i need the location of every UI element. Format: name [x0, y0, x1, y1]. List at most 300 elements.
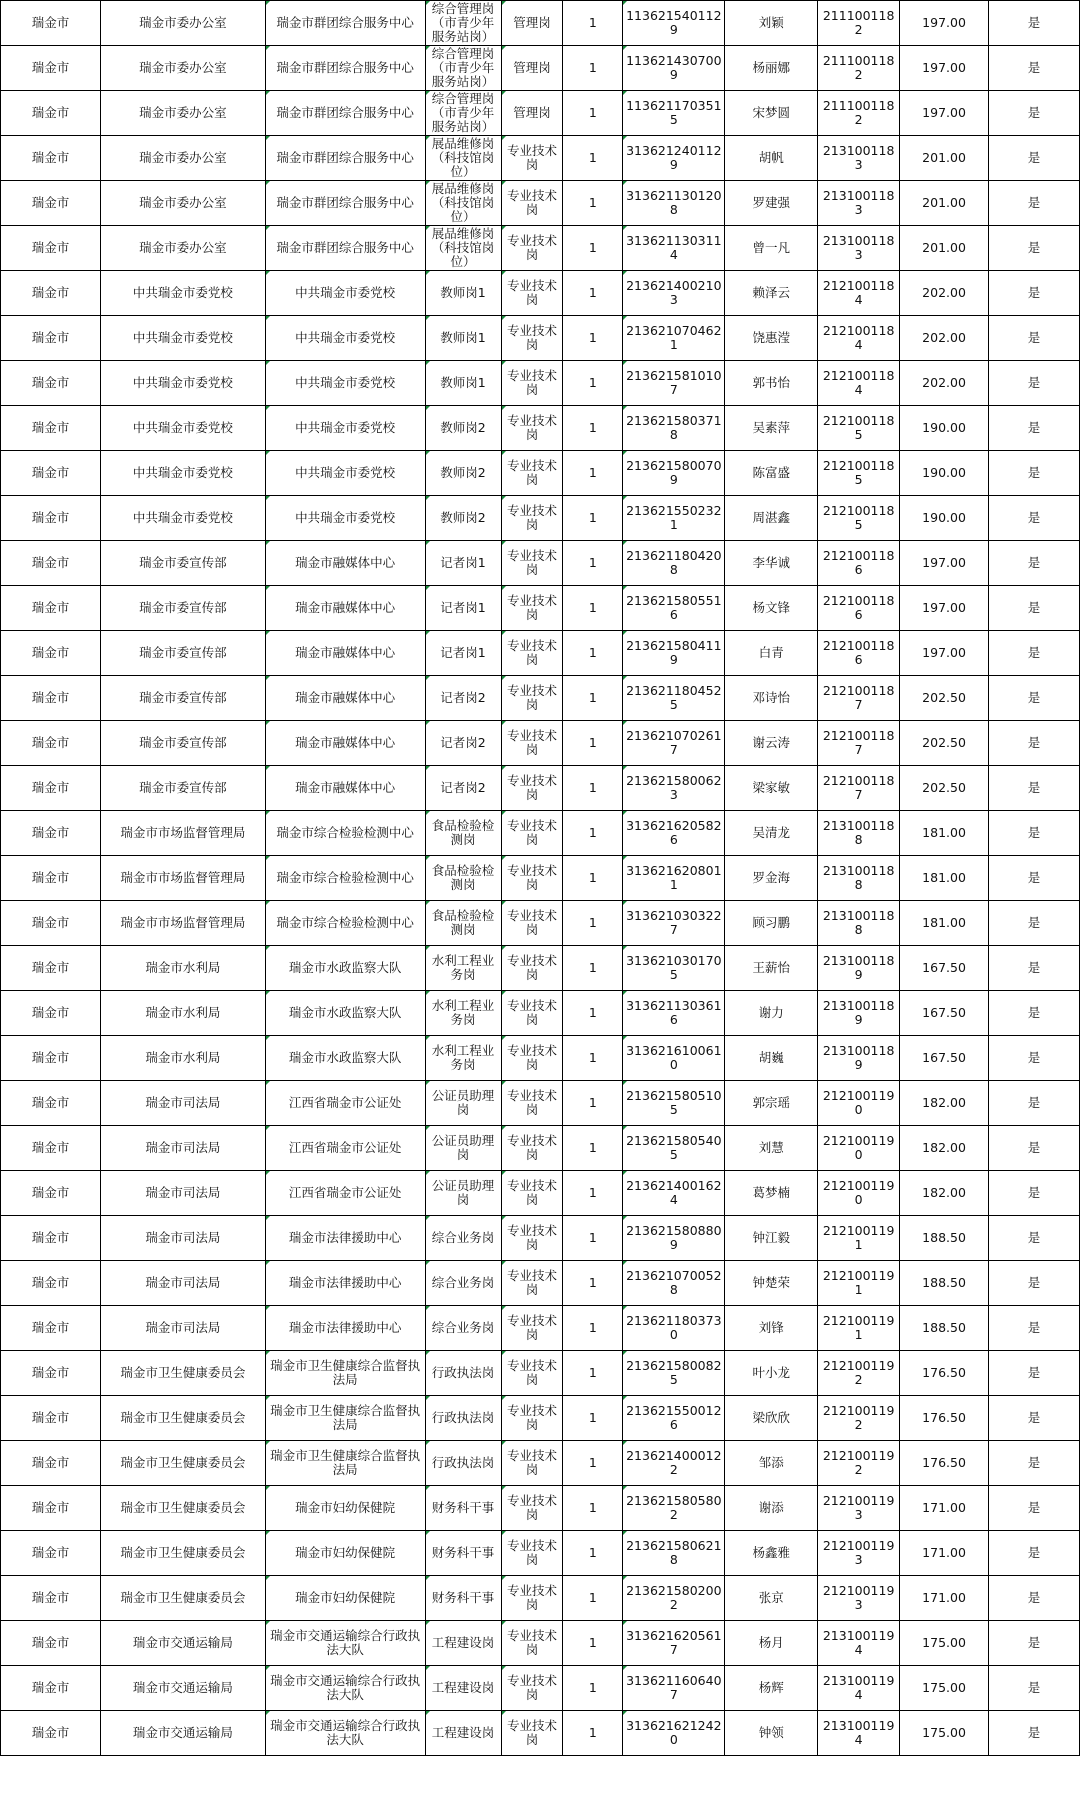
department-cell: 瑞金市委办公室 — [100, 1, 265, 46]
name-cell: 钟江毅 — [725, 1216, 818, 1261]
region-cell: 瑞金市 — [1, 1396, 101, 1441]
name-cell: 梁家敏 — [725, 766, 818, 811]
post-type-cell: 专业技术岗 — [501, 901, 563, 946]
exam-id-cell: 2136215800825 — [623, 1351, 725, 1396]
exam-id-cell: 2136214002103 — [623, 271, 725, 316]
table-row — [1, 1, 1080, 46]
unit-cell: 瑞金市卫生健康综合监督执法局 — [265, 1396, 425, 1441]
quota-cell: 1 — [563, 946, 623, 991]
department-cell: 中共瑞金市委党校 — [100, 451, 265, 496]
qualified-cell: 是 — [989, 46, 1080, 91]
region-cell: 瑞金市 — [1, 1306, 101, 1351]
table-row — [1, 901, 1080, 946]
position-cell: 综合业务岗 — [425, 1306, 501, 1351]
qualified-cell: 是 — [989, 1666, 1080, 1711]
table-row — [1, 676, 1080, 721]
name-cell: 白青 — [725, 631, 818, 676]
score-cell: 201.00 — [900, 226, 989, 271]
unit-cell: 瑞金市妇幼保健院 — [265, 1531, 425, 1576]
table-row — [1, 46, 1080, 91]
region-cell: 瑞金市 — [1, 451, 101, 496]
exam-id-cell: 1136211703515 — [623, 91, 725, 136]
unit-cell: 瑞金市融媒体中心 — [265, 676, 425, 721]
name-cell: 杨辉 — [725, 1666, 818, 1711]
position-code-cell: 2131001188 — [818, 856, 900, 901]
position-cell: 综合管理岗（市青少年服务站岗） — [425, 46, 501, 91]
qualified-cell: 是 — [989, 181, 1080, 226]
position-code-cell: 2121001187 — [818, 721, 900, 766]
position-code-cell: 2121001187 — [818, 676, 900, 721]
position-cell: 综合管理岗（市青少年服务站岗） — [425, 91, 501, 136]
unit-cell: 瑞金市群团综合服务中心 — [265, 226, 425, 271]
unit-cell: 江西省瑞金市公证处 — [265, 1171, 425, 1216]
qualified-cell: 是 — [989, 316, 1080, 361]
position-code-cell: 2121001191 — [818, 1306, 900, 1351]
region-cell: 瑞金市 — [1, 1171, 101, 1216]
exam-id-cell: 2136210702617 — [623, 721, 725, 766]
exam-id-cell: 2136215802002 — [623, 1576, 725, 1621]
position-code-cell: 2121001191 — [818, 1261, 900, 1306]
position-code-cell: 2131001194 — [818, 1666, 900, 1711]
department-cell: 瑞金市委办公室 — [100, 136, 265, 181]
region-cell: 瑞金市 — [1, 631, 101, 676]
unit-cell: 瑞金市融媒体中心 — [265, 586, 425, 631]
qualified-cell: 是 — [989, 136, 1080, 181]
region-cell: 瑞金市 — [1, 1576, 101, 1621]
qualified-cell: 是 — [989, 1711, 1080, 1756]
position-cell: 工程建设岗 — [425, 1711, 501, 1756]
score-cell: 202.50 — [900, 766, 989, 811]
score-cell: 202.00 — [900, 361, 989, 406]
position-code-cell: 2121001184 — [818, 316, 900, 361]
position-cell: 教师岗1 — [425, 271, 501, 316]
position-cell: 记者岗2 — [425, 721, 501, 766]
name-cell: 胡帆 — [725, 136, 818, 181]
unit-cell: 瑞金市卫生健康综合监督执法局 — [265, 1351, 425, 1396]
position-code-cell: 2121001192 — [818, 1396, 900, 1441]
post-type-cell: 专业技术岗 — [501, 991, 563, 1036]
name-cell: 吴清龙 — [725, 811, 818, 856]
position-code-cell: 2121001185 — [818, 496, 900, 541]
quota-cell: 1 — [563, 766, 623, 811]
department-cell: 瑞金市司法局 — [100, 1171, 265, 1216]
qualified-cell: 是 — [989, 406, 1080, 451]
quota-cell: 1 — [563, 1126, 623, 1171]
region-cell: 瑞金市 — [1, 46, 101, 91]
position-cell: 综合管理岗（市青少年服务站岗） — [425, 1, 501, 46]
exam-id-cell: 1136214307009 — [623, 46, 725, 91]
qualified-cell: 是 — [989, 721, 1080, 766]
exam-id-cell: 3136216205617 — [623, 1621, 725, 1666]
exam-id-cell: 2136215800623 — [623, 766, 725, 811]
table-row — [1, 586, 1080, 631]
exam-id-cell: 2136215805516 — [623, 586, 725, 631]
name-cell: 郭书怡 — [725, 361, 818, 406]
region-cell: 瑞金市 — [1, 91, 101, 136]
score-cell: 182.00 — [900, 1126, 989, 1171]
name-cell: 杨鑫雅 — [725, 1531, 818, 1576]
table-row — [1, 406, 1080, 451]
position-code-cell: 2131001183 — [818, 181, 900, 226]
post-type-cell: 专业技术岗 — [501, 316, 563, 361]
name-cell: 刘慧 — [725, 1126, 818, 1171]
position-code-cell: 2131001183 — [818, 226, 900, 271]
score-cell: 176.50 — [900, 1351, 989, 1396]
position-cell: 水利工程业务岗 — [425, 991, 501, 1036]
region-cell: 瑞金市 — [1, 586, 101, 631]
name-cell: 曾一凡 — [725, 226, 818, 271]
qualified-cell: 是 — [989, 1396, 1080, 1441]
region-cell: 瑞金市 — [1, 496, 101, 541]
position-code-cell: 2121001184 — [818, 361, 900, 406]
unit-cell: 瑞金市妇幼保健院 — [265, 1486, 425, 1531]
position-code-cell: 2121001193 — [818, 1576, 900, 1621]
region-cell: 瑞金市 — [1, 1126, 101, 1171]
position-cell: 行政执法岗 — [425, 1396, 501, 1441]
department-cell: 瑞金市卫生健康委员会 — [100, 1576, 265, 1621]
qualified-cell: 是 — [989, 1, 1080, 46]
department-cell: 瑞金市委宣传部 — [100, 631, 265, 676]
post-type-cell: 管理岗 — [501, 1, 563, 46]
position-cell: 展品维修岗（科技馆岗位） — [425, 136, 501, 181]
post-type-cell: 专业技术岗 — [501, 361, 563, 406]
name-cell: 饶惠滢 — [725, 316, 818, 361]
score-cell: 202.50 — [900, 676, 989, 721]
name-cell: 谢云涛 — [725, 721, 818, 766]
qualified-cell: 是 — [989, 1576, 1080, 1621]
name-cell: 罗金海 — [725, 856, 818, 901]
post-type-cell: 专业技术岗 — [501, 1666, 563, 1711]
qualified-cell: 是 — [989, 1621, 1080, 1666]
department-cell: 瑞金市委办公室 — [100, 226, 265, 271]
quota-cell: 1 — [563, 631, 623, 676]
department-cell: 瑞金市市场监督管理局 — [100, 811, 265, 856]
post-type-cell: 专业技术岗 — [501, 271, 563, 316]
post-type-cell: 专业技术岗 — [501, 676, 563, 721]
position-code-cell: 2131001183 — [818, 136, 900, 181]
region-cell: 瑞金市 — [1, 316, 101, 361]
qualified-cell: 是 — [989, 226, 1080, 271]
post-type-cell: 专业技术岗 — [501, 1351, 563, 1396]
score-cell: 175.00 — [900, 1666, 989, 1711]
position-code-cell: 2121001190 — [818, 1081, 900, 1126]
quota-cell: 1 — [563, 1531, 623, 1576]
score-cell: 175.00 — [900, 1711, 989, 1756]
table-row — [1, 1621, 1080, 1666]
post-type-cell: 专业技术岗 — [501, 496, 563, 541]
post-type-cell: 专业技术岗 — [501, 451, 563, 496]
position-cell: 公证员助理岗 — [425, 1126, 501, 1171]
post-type-cell: 专业技术岗 — [501, 1396, 563, 1441]
unit-cell: 江西省瑞金市公证处 — [265, 1126, 425, 1171]
qualified-cell: 是 — [989, 1351, 1080, 1396]
position-cell: 记者岗2 — [425, 766, 501, 811]
unit-cell: 瑞金市交通运输综合行政执法大队 — [265, 1666, 425, 1711]
table-row — [1, 181, 1080, 226]
region-cell: 瑞金市 — [1, 406, 101, 451]
table-row — [1, 136, 1080, 181]
unit-cell: 瑞金市融媒体中心 — [265, 541, 425, 586]
table-row — [1, 1711, 1080, 1756]
unit-cell: 瑞金市法律援助中心 — [265, 1306, 425, 1351]
table-row — [1, 1576, 1080, 1621]
department-cell: 瑞金市司法局 — [100, 1081, 265, 1126]
quota-cell: 1 — [563, 1666, 623, 1711]
unit-cell: 瑞金市融媒体中心 — [265, 721, 425, 766]
table-row — [1, 541, 1080, 586]
quota-cell: 1 — [563, 1, 623, 46]
position-cell: 记者岗1 — [425, 586, 501, 631]
region-cell: 瑞金市 — [1, 1621, 101, 1666]
exam-id-cell: 2136215805405 — [623, 1126, 725, 1171]
table-row — [1, 1351, 1080, 1396]
region-cell: 瑞金市 — [1, 766, 101, 811]
name-cell: 赖泽云 — [725, 271, 818, 316]
name-cell: 陈富盛 — [725, 451, 818, 496]
table-row — [1, 226, 1080, 271]
table-row — [1, 271, 1080, 316]
score-cell: 190.00 — [900, 406, 989, 451]
qualified-cell: 是 — [989, 586, 1080, 631]
exam-id-cell: 2136215800709 — [623, 451, 725, 496]
position-code-cell: 2131001188 — [818, 901, 900, 946]
quota-cell: 1 — [563, 811, 623, 856]
position-cell: 教师岗2 — [425, 451, 501, 496]
qualified-cell: 是 — [989, 451, 1080, 496]
exam-id-cell: 2136215804119 — [623, 631, 725, 676]
department-cell: 瑞金市司法局 — [100, 1261, 265, 1306]
unit-cell: 瑞金市卫生健康综合监督执法局 — [265, 1441, 425, 1486]
post-type-cell: 专业技术岗 — [501, 541, 563, 586]
quota-cell: 1 — [563, 1036, 623, 1081]
region-cell: 瑞金市 — [1, 1486, 101, 1531]
unit-cell: 瑞金市交通运输综合行政执法大队 — [265, 1711, 425, 1756]
exam-id-cell: 3136212401129 — [623, 136, 725, 181]
qualified-cell: 是 — [989, 541, 1080, 586]
quota-cell: 1 — [563, 361, 623, 406]
score-cell: 202.50 — [900, 721, 989, 766]
score-cell: 190.00 — [900, 496, 989, 541]
table-row — [1, 1486, 1080, 1531]
exam-id-cell: 2136211803730 — [623, 1306, 725, 1351]
qualified-cell: 是 — [989, 1171, 1080, 1216]
table-row — [1, 721, 1080, 766]
quota-cell: 1 — [563, 181, 623, 226]
table-row — [1, 946, 1080, 991]
name-cell: 胡巍 — [725, 1036, 818, 1081]
exam-id-cell: 2136211804208 — [623, 541, 725, 586]
quota-cell: 1 — [563, 991, 623, 1036]
position-cell: 展品维修岗（科技馆岗位） — [425, 181, 501, 226]
score-cell: 176.50 — [900, 1396, 989, 1441]
department-cell: 瑞金市水利局 — [100, 991, 265, 1036]
score-cell: 202.00 — [900, 316, 989, 361]
department-cell: 中共瑞金市委党校 — [100, 316, 265, 361]
table-row — [1, 1261, 1080, 1306]
exam-id-cell: 3136211606407 — [623, 1666, 725, 1711]
exam-id-cell: 2136215805105 — [623, 1081, 725, 1126]
name-cell: 谢添 — [725, 1486, 818, 1531]
position-cell: 行政执法岗 — [425, 1441, 501, 1486]
score-cell: 181.00 — [900, 856, 989, 901]
table-row — [1, 1126, 1080, 1171]
unit-cell: 瑞金市综合检验检测中心 — [265, 901, 425, 946]
region-cell: 瑞金市 — [1, 811, 101, 856]
score-cell: 181.00 — [900, 811, 989, 856]
qualified-cell: 是 — [989, 1441, 1080, 1486]
quota-cell: 1 — [563, 1441, 623, 1486]
qualified-cell: 是 — [989, 1216, 1080, 1261]
region-cell: 瑞金市 — [1, 1711, 101, 1756]
unit-cell: 中共瑞金市委党校 — [265, 316, 425, 361]
position-code-cell: 2131001194 — [818, 1621, 900, 1666]
unit-cell: 中共瑞金市委党校 — [265, 451, 425, 496]
post-type-cell: 专业技术岗 — [501, 1531, 563, 1576]
position-code-cell: 2111001182 — [818, 1, 900, 46]
post-type-cell: 专业技术岗 — [501, 1621, 563, 1666]
qualified-cell: 是 — [989, 1261, 1080, 1306]
unit-cell: 中共瑞金市委党校 — [265, 406, 425, 451]
table-row — [1, 1396, 1080, 1441]
table-row — [1, 991, 1080, 1036]
department-cell: 瑞金市卫生健康委员会 — [100, 1531, 265, 1576]
qualified-cell: 是 — [989, 991, 1080, 1036]
region-cell: 瑞金市 — [1, 946, 101, 991]
quota-cell: 1 — [563, 136, 623, 181]
position-code-cell: 2131001189 — [818, 1036, 900, 1081]
position-cell: 工程建设岗 — [425, 1621, 501, 1666]
post-type-cell: 专业技术岗 — [501, 136, 563, 181]
score-cell: 182.00 — [900, 1171, 989, 1216]
unit-cell: 瑞金市融媒体中心 — [265, 631, 425, 676]
qualified-cell: 是 — [989, 856, 1080, 901]
quota-cell: 1 — [563, 406, 623, 451]
position-code-cell: 2121001191 — [818, 1216, 900, 1261]
table-row — [1, 496, 1080, 541]
region-cell: 瑞金市 — [1, 676, 101, 721]
score-cell: 197.00 — [900, 91, 989, 136]
quota-cell: 1 — [563, 1621, 623, 1666]
exam-id-cell: 2136215808809 — [623, 1216, 725, 1261]
name-cell: 王薪怡 — [725, 946, 818, 991]
region-cell: 瑞金市 — [1, 901, 101, 946]
score-cell: 197.00 — [900, 586, 989, 631]
department-cell: 中共瑞金市委党校 — [100, 361, 265, 406]
department-cell: 瑞金市委宣传部 — [100, 766, 265, 811]
exam-id-cell: 2136214001624 — [623, 1171, 725, 1216]
score-cell: 181.00 — [900, 901, 989, 946]
department-cell: 瑞金市委宣传部 — [100, 676, 265, 721]
position-code-cell: 2121001192 — [818, 1351, 900, 1396]
unit-cell: 瑞金市法律援助中心 — [265, 1216, 425, 1261]
quota-cell: 1 — [563, 1396, 623, 1441]
region-cell: 瑞金市 — [1, 1351, 101, 1396]
exam-id-cell: 2136215806218 — [623, 1531, 725, 1576]
name-cell: 杨文锋 — [725, 586, 818, 631]
quota-cell: 1 — [563, 1261, 623, 1306]
position-cell: 记者岗1 — [425, 541, 501, 586]
unit-cell: 瑞金市水政监察大队 — [265, 991, 425, 1036]
position-code-cell: 2121001187 — [818, 766, 900, 811]
department-cell: 瑞金市委宣传部 — [100, 721, 265, 766]
quota-cell: 1 — [563, 1081, 623, 1126]
unit-cell: 瑞金市群团综合服务中心 — [265, 136, 425, 181]
post-type-cell: 专业技术岗 — [501, 766, 563, 811]
name-cell: 罗建强 — [725, 181, 818, 226]
region-cell: 瑞金市 — [1, 1666, 101, 1711]
exam-id-cell: 2136215810107 — [623, 361, 725, 406]
position-code-cell: 2121001186 — [818, 541, 900, 586]
quota-cell: 1 — [563, 1306, 623, 1351]
qualified-cell: 是 — [989, 91, 1080, 136]
region-cell: 瑞金市 — [1, 1261, 101, 1306]
score-cell: 176.50 — [900, 1441, 989, 1486]
qualified-cell: 是 — [989, 496, 1080, 541]
post-type-cell: 专业技术岗 — [501, 1036, 563, 1081]
post-type-cell: 专业技术岗 — [501, 946, 563, 991]
quota-cell: 1 — [563, 1576, 623, 1621]
position-code-cell: 2131001188 — [818, 811, 900, 856]
name-cell: 郭宗瑶 — [725, 1081, 818, 1126]
score-cell: 188.50 — [900, 1261, 989, 1306]
position-cell: 教师岗1 — [425, 316, 501, 361]
table-row — [1, 1036, 1080, 1081]
name-cell: 钟楚荣 — [725, 1261, 818, 1306]
qualified-cell: 是 — [989, 361, 1080, 406]
position-cell: 食品检验检测岗 — [425, 856, 501, 901]
quota-cell: 1 — [563, 586, 623, 631]
position-code-cell: 2121001192 — [818, 1441, 900, 1486]
department-cell: 瑞金市委宣传部 — [100, 541, 265, 586]
quota-cell: 1 — [563, 1711, 623, 1756]
department-cell: 中共瑞金市委党校 — [100, 496, 265, 541]
region-cell: 瑞金市 — [1, 721, 101, 766]
post-type-cell: 专业技术岗 — [501, 1576, 563, 1621]
unit-cell: 瑞金市综合检验检测中心 — [265, 856, 425, 901]
score-cell: 197.00 — [900, 1, 989, 46]
quota-cell: 1 — [563, 856, 623, 901]
region-cell: 瑞金市 — [1, 1036, 101, 1081]
score-cell: 197.00 — [900, 631, 989, 676]
table-row — [1, 1216, 1080, 1261]
quota-cell: 1 — [563, 541, 623, 586]
unit-cell: 瑞金市融媒体中心 — [265, 766, 425, 811]
name-cell: 张京 — [725, 1576, 818, 1621]
unit-cell: 中共瑞金市委党校 — [265, 361, 425, 406]
score-cell: 171.00 — [900, 1576, 989, 1621]
unit-cell: 瑞金市群团综合服务中心 — [265, 1, 425, 46]
position-code-cell: 2121001185 — [818, 406, 900, 451]
department-cell: 瑞金市司法局 — [100, 1126, 265, 1171]
post-type-cell: 专业技术岗 — [501, 1126, 563, 1171]
unit-cell: 瑞金市群团综合服务中心 — [265, 46, 425, 91]
qualified-cell: 是 — [989, 901, 1080, 946]
post-type-cell: 专业技术岗 — [501, 226, 563, 271]
post-type-cell: 专业技术岗 — [501, 856, 563, 901]
exam-id-cell: 3136211303616 — [623, 991, 725, 1036]
qualified-cell: 是 — [989, 811, 1080, 856]
name-cell: 葛梦楠 — [725, 1171, 818, 1216]
region-cell: 瑞金市 — [1, 1441, 101, 1486]
region-cell: 瑞金市 — [1, 226, 101, 271]
quota-cell: 1 — [563, 316, 623, 361]
post-type-cell: 专业技术岗 — [501, 1261, 563, 1306]
exam-id-cell: 1136215401129 — [623, 1, 725, 46]
score-cell: 201.00 — [900, 136, 989, 181]
post-type-cell: 专业技术岗 — [501, 406, 563, 451]
table-row — [1, 1441, 1080, 1486]
post-type-cell: 专业技术岗 — [501, 1171, 563, 1216]
